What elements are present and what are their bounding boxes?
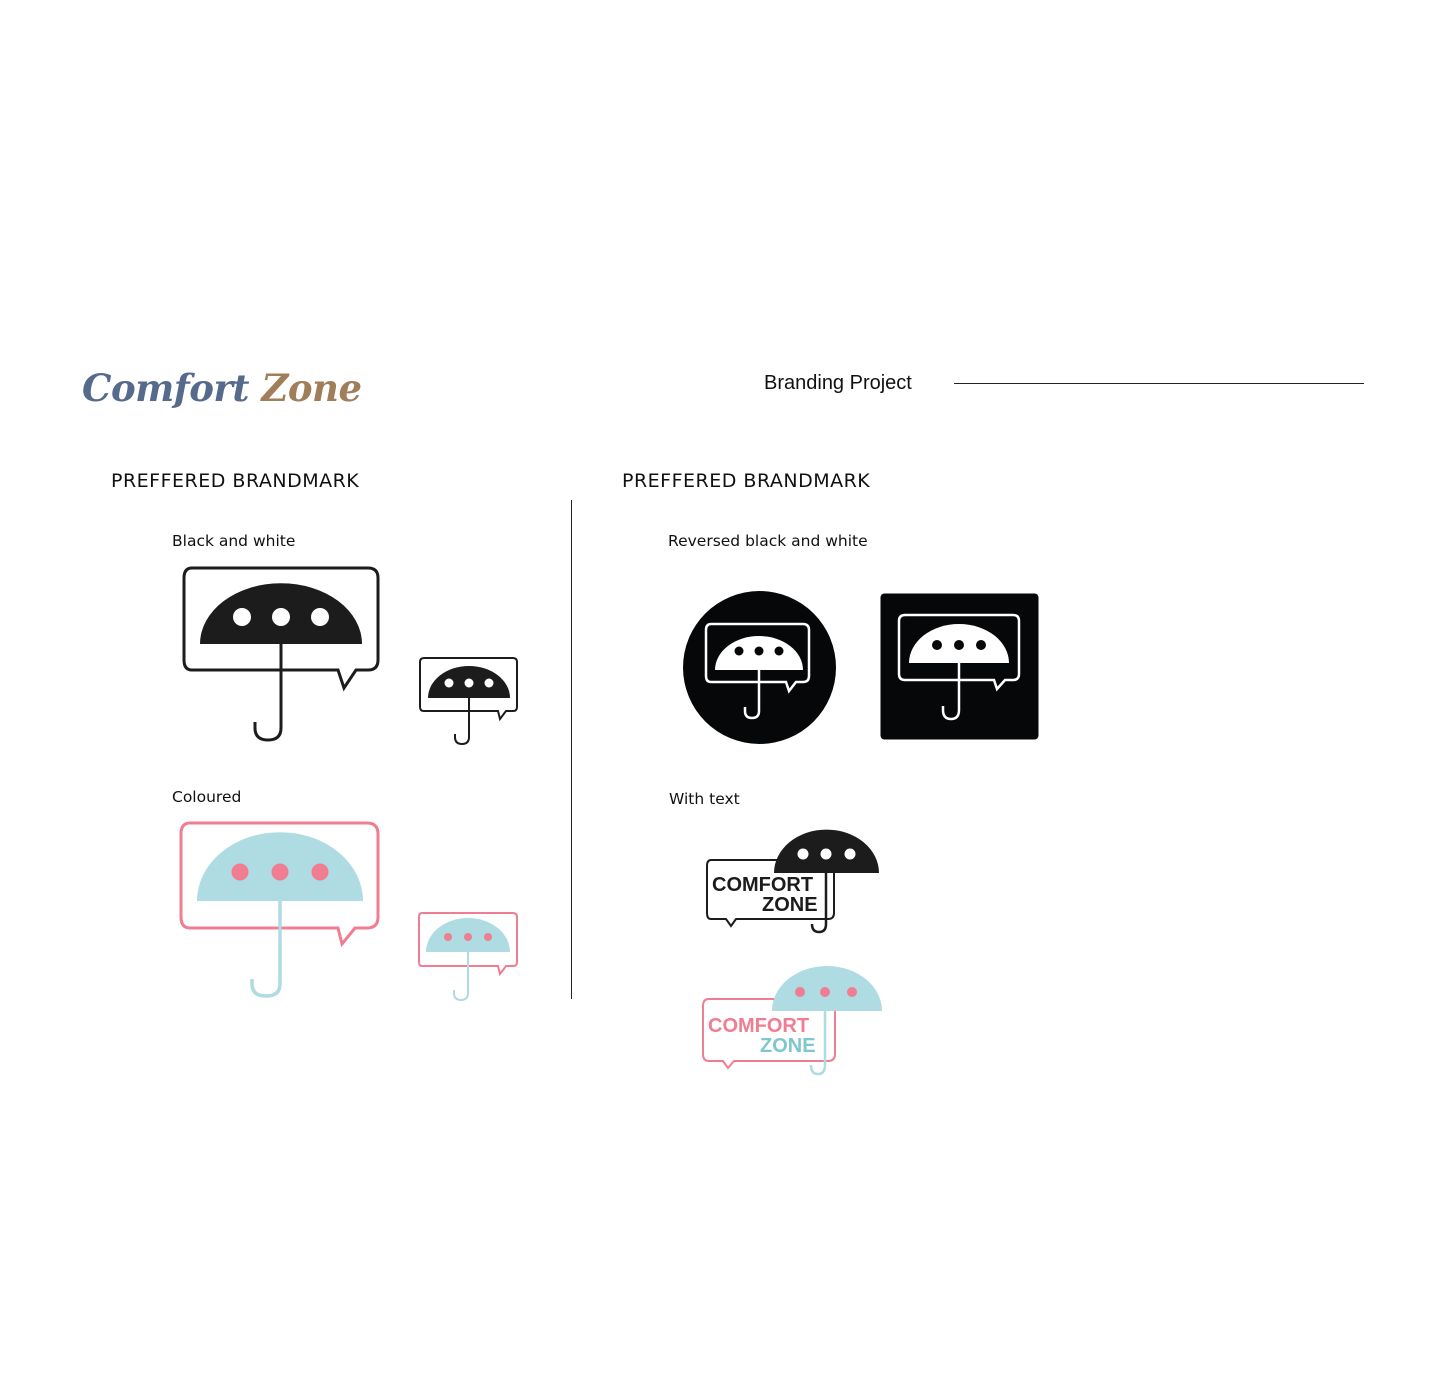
with-text-label: With text xyxy=(669,790,740,808)
wordmark-zone-coloured: ZONE xyxy=(760,1035,816,1057)
wordmark-zone-black: ZONE xyxy=(762,894,818,916)
comfort-zone-logo xyxy=(82,366,362,410)
wordmark-comfort-black: COMFORT xyxy=(712,874,814,896)
logo-word-comfort: Comfort xyxy=(82,366,249,410)
reversed-black-and-white-label: Reversed black and white xyxy=(668,532,868,550)
reversed-square-umbrella-icon xyxy=(880,593,1039,740)
column-divider xyxy=(571,500,572,999)
comfort-zone-wordmark-coloured xyxy=(700,964,886,1078)
umbrella-bubble-icon-coloured-small xyxy=(416,910,520,1004)
umbrella-bubble-icon-black-large xyxy=(180,562,382,744)
coloured-label: Coloured xyxy=(172,788,242,806)
umbrella-bubble-icon-coloured-large xyxy=(177,818,383,1000)
wordmark-comfort-coloured: COMFORT xyxy=(708,1015,810,1037)
reversed-circle-umbrella-icon xyxy=(682,590,837,745)
black-and-white-label: Black and white xyxy=(172,532,296,550)
left-section-title: PREFFERED BRANDMARK xyxy=(111,470,360,492)
comfort-zone-wordmark-black xyxy=(704,828,884,936)
umbrella-bubble-icon-black-small xyxy=(418,655,520,747)
logo-word-zone: Zone xyxy=(261,366,362,410)
page-title: Branding Project xyxy=(764,372,912,394)
right-section-title: PREFFERED BRANDMARK xyxy=(622,470,871,492)
header-rule xyxy=(954,383,1364,384)
